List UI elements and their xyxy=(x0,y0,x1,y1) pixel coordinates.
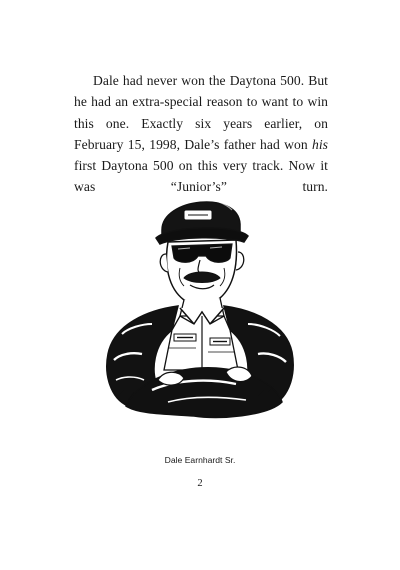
page-number: 2 xyxy=(197,478,203,489)
paragraph-text-part-2: first Daytona 500 on this very track. Now it was “Junior’s” turn. xyxy=(74,158,328,195)
mustache xyxy=(184,272,220,283)
portrait-illustration xyxy=(98,184,302,422)
body-paragraph xyxy=(74,70,328,198)
paragraph-text-part-1: Dale had never won the Daytona 500. But he had an extra-special reason to want to win this one. Exactly six years earlier, on February 15, 1998, Dale’s father had won xyxy=(74,73,328,152)
image-caption: Dale Earnhardt Sr. xyxy=(164,455,236,465)
paragraph-emphasis: his xyxy=(311,136,328,152)
